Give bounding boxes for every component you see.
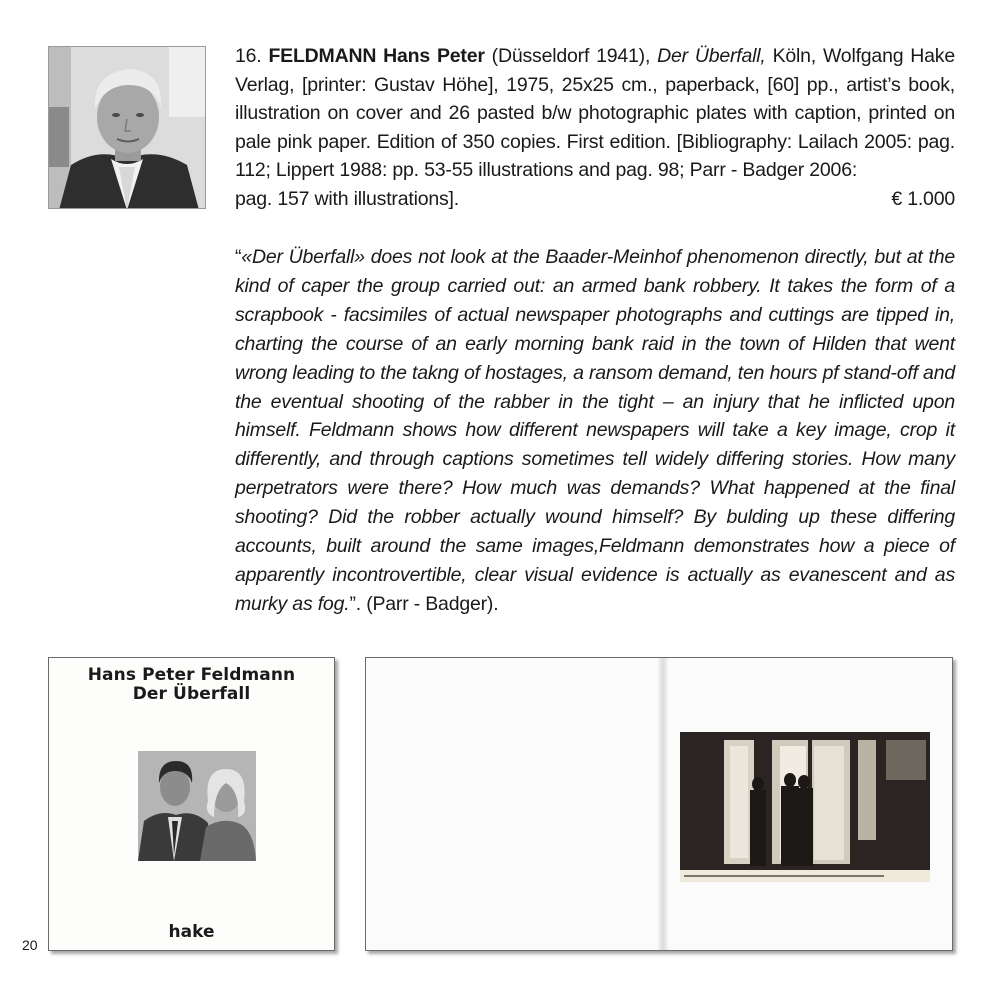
- artist-portrait: [48, 46, 206, 209]
- spread-gutter: [658, 658, 668, 950]
- artist-name: FELDMANN Hans Peter: [268, 45, 485, 67]
- book-title: Der Überfall,: [657, 45, 766, 67]
- quote-attribution: (Parr - Badger).: [366, 592, 499, 615]
- price: € 1.000: [891, 187, 955, 210]
- entry-description-end: pag. 157 with illustrations].: [235, 187, 459, 210]
- artist-origin: (Düsseldorf 1941),: [491, 45, 651, 67]
- portrait-photo: [49, 47, 206, 209]
- page-number: 20: [22, 937, 38, 953]
- critical-quote: [235, 243, 955, 619]
- quote-close-mark: ”.: [349, 592, 361, 615]
- catalogue-entry: [235, 42, 955, 214]
- entry-description: Köln, Wolfgang Hake Verlag, [printer: Gustav Höhe], 1975, 25x25 cm., paperback, [60] pp., artist’s book, illustration on cover and 26 pasted b/w photographic plates with caption, printed on pale pink paper. Edition of 350 copies. First edition. [Bibliography: Lailach 2005: pag. 112; Lippert 1988: pp. 53-55 illustrations and pag. 98; Parr - Badger 2006:: [235, 45, 956, 182]
- cover-photo-image: [138, 751, 256, 861]
- price-line: [235, 185, 955, 214]
- book-spread: [365, 657, 953, 951]
- pasted-plate: [680, 732, 930, 882]
- cover-publisher: hake: [168, 922, 215, 942]
- plate-photograph: [680, 732, 930, 882]
- quote-body: «Der Überfall» does not look at the Baader-Meinhof phenomenon directly, but at the kind of caper the group carried out: an armed bank robbery. It takes the form of a scrapbook - facsimiles of actual newspaper photographs and cuttings are tipped in, charting the course of an early morning bank raid in the town of Hilden that went wrong leading to the takng of hostages, a ransom demand, ten hours pf stand-off and the eventual shooting of the rabber in the tight – an injury that he inflicted upon himself. Feldmann shows how different newspapers will take a key image, crop it differently, and through captions sometimes tell widely differing stories. How many perpetrators were there? How much was demands? What happened at the final shooting? Did the robber actually wound himself? By bulding up these differing accounts, built around the same images,Feldmann demonstrates how a piece of apparently incontrovertible, clear visual evidence is actually as evanescent and as murky as fog.: [235, 246, 955, 615]
- book-cover: [48, 657, 335, 951]
- cover-title: Der Überfall: [132, 684, 251, 704]
- cover-author: Hans Peter Feldmann: [87, 665, 296, 685]
- entry-number: 16.: [235, 45, 262, 67]
- cover-title-block: [49, 666, 334, 704]
- quote-open-mark: “: [235, 246, 242, 268]
- cover-photograph: [138, 751, 256, 861]
